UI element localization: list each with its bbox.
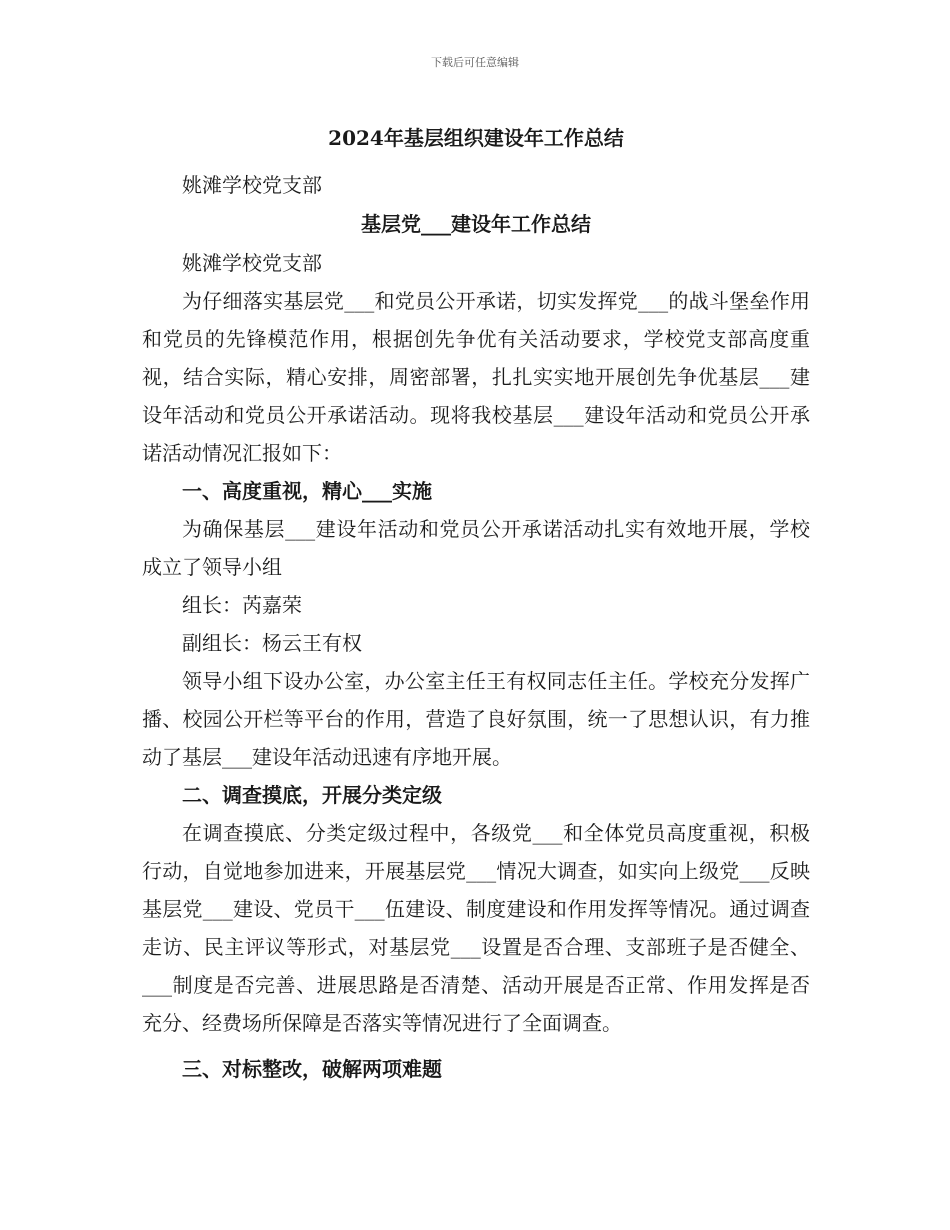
header-note: 下载后可任意编辑 [431, 56, 519, 69]
section-heading: 三、对标整改，破解两项难题 [182, 1057, 442, 1081]
intro-paragraph: 为仔细落实基层党___和党员公开承诺，切实发挥党___的战斗堡垒作用和党员的先锋模范作用，根据创先争优有关活动要求，学校党支部高度重视，结合实际，精心安排，周密部署，扎扎实实地开展创先争优基层___建设年活动和党员公开承诺活动。现将我校基层___建设年活动和党员公开承诺活动情况汇报如下： [142, 289, 810, 465]
body-paragraph: 为确保基层___建设年活动和党员公开承诺活动扎实有效地开展，学校成立了领导小组 [142, 517, 810, 579]
section-heading: 一、高度重视，精心___实施 [182, 479, 432, 503]
document-body [142, 118, 810, 1088]
document-title: 2024年基层组织建设年工作总结 [328, 126, 624, 150]
author-line: 姚滩学校党支部 [182, 251, 322, 275]
section-heading: 二、调查摸底，开展分类定级 [182, 783, 442, 807]
document-subtitle: 基层党___建设年工作总结 [361, 212, 591, 236]
body-paragraph: 在调查摸底、分类定级过程中，各级党___和全体党员高度重视，积极行动，自觉地参加进来，开展基层党___情况大调查，如实向上级党___反映基层党___建设、党员干___伍建设、制度建设和作用发挥等情况。通过调查走访、民主评议等形式，对基层党___设置是否合理、支部班子是否健全、___制度是否完善、进展思路是否清楚、活动开展是否正常、作用发挥是否充分、经费场所保障是否落实等情况进行了全面调查。 [142, 821, 810, 1035]
body-paragraph: 领导小组下设办公室，办公室主任王有权同志任主任。学校充分发挥广播、校园公开栏等平台的作用，营造了良好氛围，统一了思想认识，有力推动了基层___建设年活动迅速有序地开展。 [142, 669, 810, 769]
deputy-line: 副组长：杨云王有权 [182, 631, 362, 655]
author-line: 姚滩学校党支部 [182, 173, 322, 197]
leader-line: 组长：芮嘉荣 [182, 593, 302, 617]
